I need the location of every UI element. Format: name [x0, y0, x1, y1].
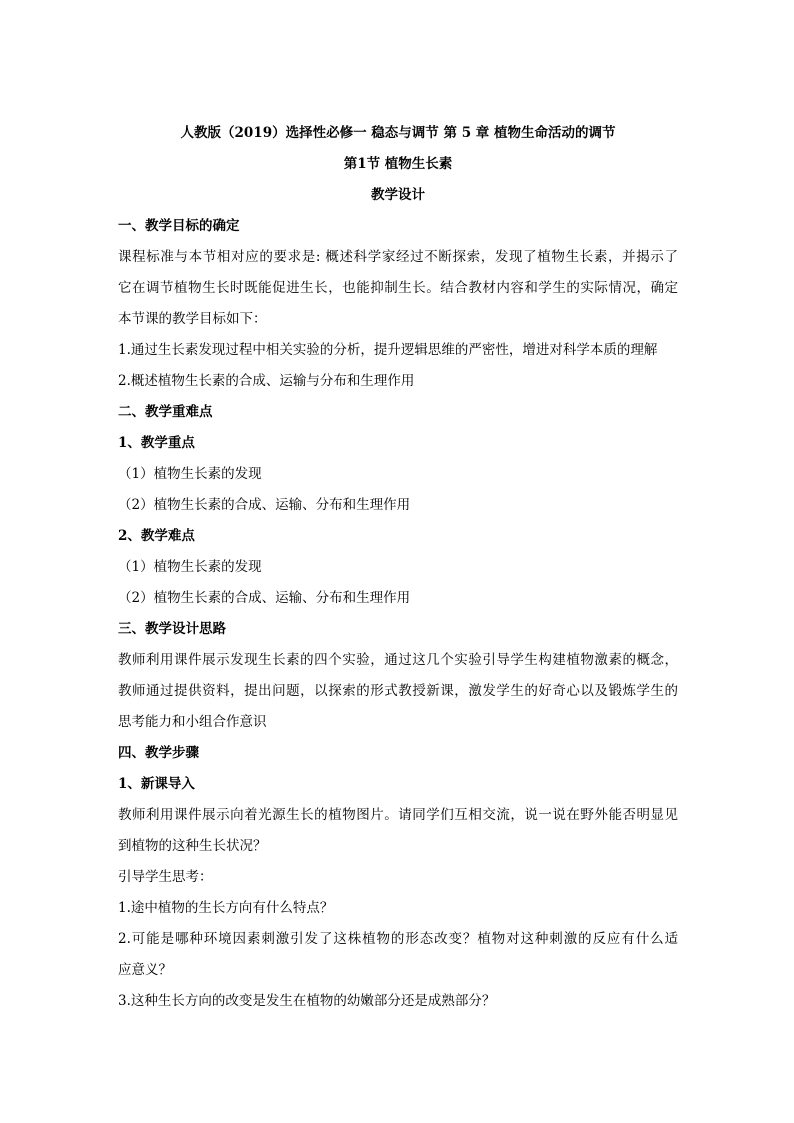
key-point-item: （1）植物生长素的发现	[118, 466, 262, 482]
doc-title: 人教版（2019）选择性必修一 稳态与调节 第 5 章 植物生命活动的调节	[180, 125, 616, 141]
difficult-point-item: （2）植物生长素的合成、运输、分布和生理作用	[118, 590, 411, 606]
paragraph-goals-intro	[118, 242, 678, 335]
question-1: 1.途中植物的生长方向有什么特点？	[118, 900, 334, 916]
heading-key-points: 1、教学重点	[118, 435, 195, 451]
paragraph-line: 应意义？	[118, 962, 172, 978]
question-2	[118, 924, 678, 986]
heading-lesson-intro: 1、新课导入	[118, 776, 195, 792]
section-title: 第1节 植物生长素	[343, 156, 453, 172]
doc-subtitle: 教学设计	[371, 187, 425, 203]
goal-item-2: 2.概述植物生长素的合成、运输与分布和生理作用	[118, 373, 415, 389]
guide-text: 引导学生思考：	[118, 869, 213, 885]
heading-teaching-steps: 四、教学步骤	[118, 745, 199, 761]
paragraph-design-approach	[118, 645, 678, 738]
heading-key-difficult-points: 二、教学重难点	[118, 404, 213, 420]
paragraph-line: 思考能力和小组合作意识	[118, 714, 267, 730]
paragraph-line: 教师利用课件展示发现生长素的四个实验，通过这几个实验引导学生构建植物激素的概念，	[118, 652, 678, 668]
paragraph-lesson-intro	[118, 800, 678, 862]
question-3: 3.这种生长方向的改变是发生在植物的幼嫩部分还是成熟部分？	[118, 993, 496, 1009]
paragraph-line: 它在调节植物生长时既能促进生长，也能抑制生长。结合教材内容和学生的实际情况，确定	[118, 280, 678, 296]
paragraph-line: 2.可能是哪种环境因素刺激引发了这株植物的形态改变？植物对这种刺激的反应有什么适	[118, 931, 678, 947]
paragraph-line: 本节课的教学目标如下：	[118, 311, 267, 327]
paragraph-line: 教师利用课件展示向着光源生长的植物图片。请同学们互相交流，说一说在野外能否明显见	[118, 807, 678, 823]
paragraph-line: 教师通过提供资料，提出问题，以探索的形式教授新课，激发学生的好奇心以及锻炼学生的	[118, 683, 678, 699]
difficult-point-item: （1）植物生长素的发现	[118, 559, 262, 575]
paragraph-line: 到植物的这种生长状况？	[118, 838, 267, 854]
heading-teaching-goals: 一、教学目标的确定	[118, 218, 240, 234]
document-page	[118, 118, 678, 1017]
key-point-item: （2）植物生长素的合成、运输、分布和生理作用	[118, 497, 411, 513]
heading-difficult-points: 2、教学难点	[118, 528, 195, 544]
paragraph-line: 课程标准与本节相对应的要求是: 概述科学家经过不断探索，发现了植物生长素，并揭示了	[118, 249, 678, 265]
goal-item-1: 1.通过生长素发现过程中相关实验的分析，提升逻辑思维的严密性，增进对科学本质的理解	[118, 342, 658, 358]
heading-design-approach: 三、教学设计思路	[118, 621, 226, 637]
